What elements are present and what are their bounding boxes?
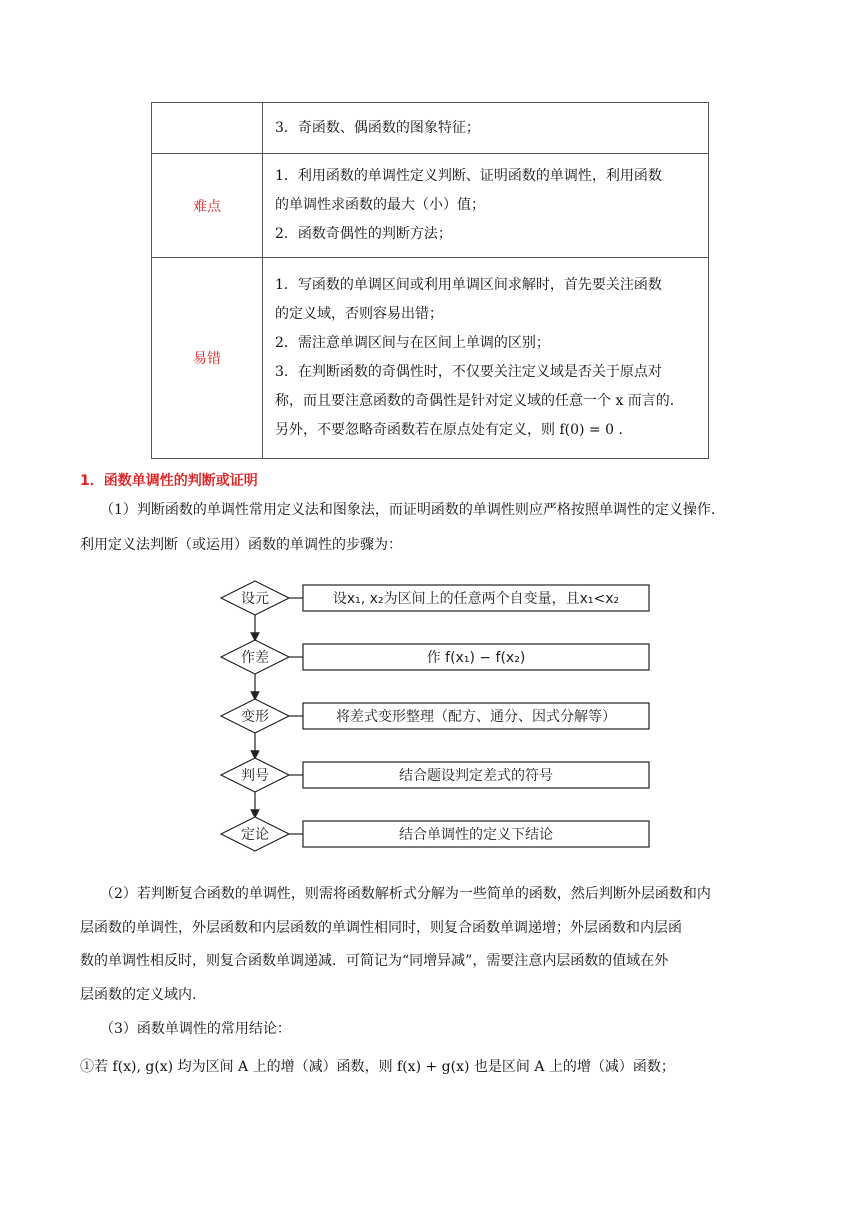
content-line: 称，而且要注意函数的奇偶性是针对定义域的任意一个 x 而言的. [275,393,675,409]
paragraph-2-line-4: 层函数的定义域内. [80,987,197,1003]
flow-step-label: 设元 [241,591,269,607]
table-row [152,258,709,459]
table-row [152,103,709,154]
flow-desc-text: 作 f(x₁) − f(x₂) [426,650,526,666]
content-line: 3．在判断函数的奇偶性时，不仅要关注定义域是否关于原点对 [275,364,662,380]
content-line: 2．函数奇偶性的判断方法； [275,226,452,242]
paragraph-2-line-3: 数的单调性相反时，则复合函数单调递减．可简记为“同增异减”，需要注意内层函数的值域在外 [80,953,669,969]
row-label-error-prone: 易错 [152,258,263,459]
row-content [263,154,709,258]
flow-desc-text: 设x₁, x₂为区间上的任意两个自变量，且x₁<x₂ [332,591,620,607]
paragraph-2-line-2: 层函数的单调性，外层函数和内层函数的单调性相同时，则复合函数单调递增；外层函数和内层函 [80,920,682,936]
row-content [263,103,709,154]
paragraph-4: ①若 f(x), g(x) 均为区间 A 上的增（减）函数，则 f(x) + g(x) 也是区间 A 上的增（减）函数； [80,1059,675,1075]
paragraph-2-line-1: （2）若判断复合函数的单调性，则需将函数解析式分解为一些简单的函数，然后判断外层函数和内 [100,886,711,902]
section-heading: 1．函数单调性的判断或证明 [80,473,258,489]
flow-step-label: 作差 [241,650,269,666]
content-line: 1．写函数的单调区间或利用单调区间求解时，首先要关注函数 [275,277,662,293]
content-line: 的单调性求函数的最大（小）值； [275,197,485,213]
row-label-difficulty: 难点 [152,154,263,258]
content-line: 的定义域，否则容易出错； [275,306,443,322]
flow-step-label: 变形 [241,709,269,725]
content-line: 3．奇函数、偶函数的图象特征； [275,119,480,136]
flow-desc-text: 将差式变形整理（配方、通分、因式分解等） [336,709,616,725]
flow-step-label: 定论 [241,827,269,843]
content-line: 另外，不要忽略奇函数若在原点处有定义，则 f(0) = 0 . [275,422,623,438]
paragraph-3: （3）函数单调性的常用结论： [100,1021,291,1037]
monotonicity-flowchart [215,578,655,858]
flow-desc-text: 结合题设判定差式的符号 [399,768,553,784]
content-line: 2．需注意单调区间与在区间上单调的区别； [275,335,550,351]
flow-step-label: 判号 [241,768,269,784]
content-line: 1．利用函数的单调性定义判断、证明函数的单调性，利用函数 [275,168,662,184]
row-content [263,258,709,459]
flow-desc-text: 结合单调性的定义下结论 [399,827,553,843]
table-row [152,154,709,258]
row-label [152,103,263,154]
paragraph-1-line-1: （1）判断函数的单调性常用定义法和图象法，而证明函数的单调性则应严格按照单调性的定义操作. [100,502,716,518]
key-points-table [151,102,709,459]
paragraph-1-line-2: 利用定义法判断（或运用）函数的单调性的步骤为： [80,537,402,553]
